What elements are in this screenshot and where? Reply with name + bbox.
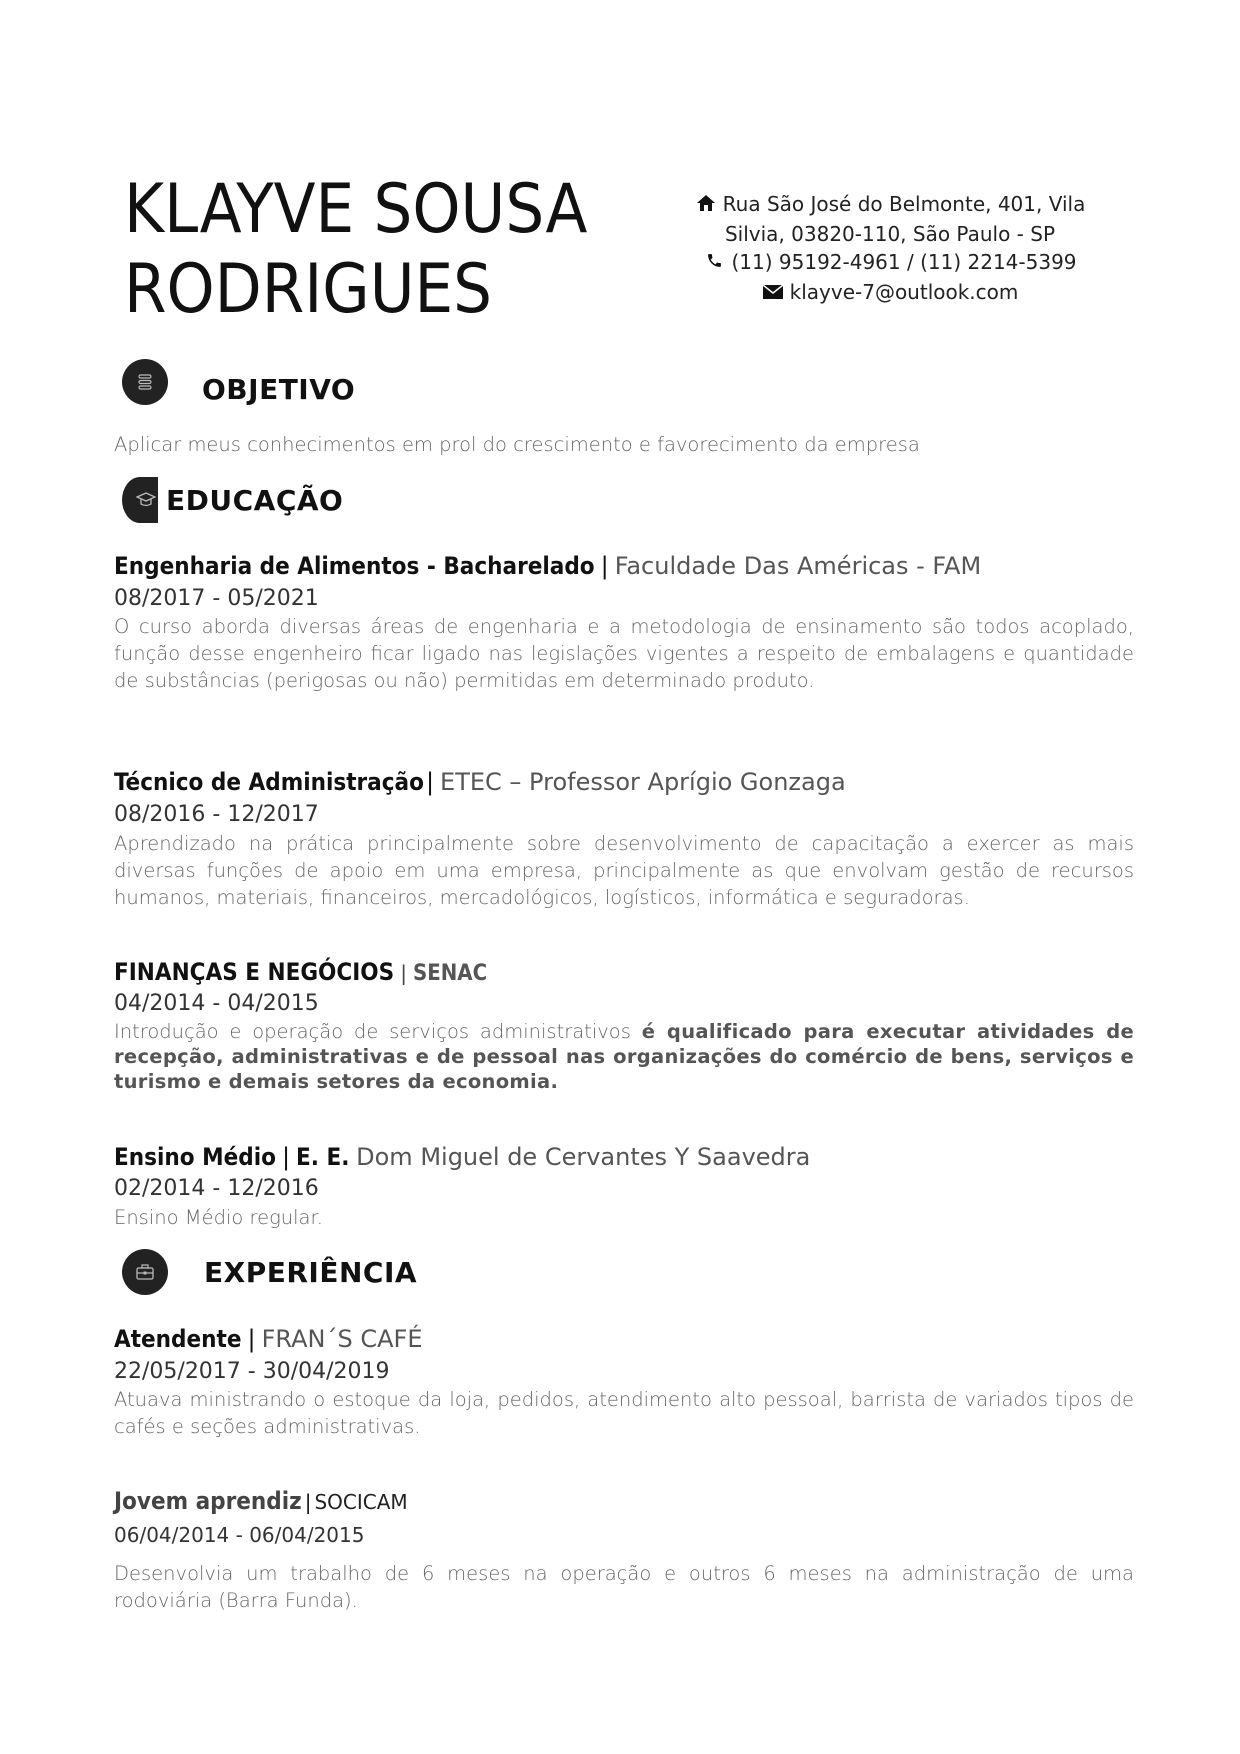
list-icon <box>122 359 168 405</box>
education-entry-title <box>114 956 487 990</box>
company: SOCICAM <box>314 1490 408 1514</box>
institution: SENAC <box>412 961 488 986</box>
address-line-2: Silvia, 03820-110, São Paulo - SP <box>724 222 1056 246</box>
education-dates: 04/2014 - 04/2015 <box>114 991 319 1016</box>
course-name: FINANÇAS E NEGÓCIOS <box>114 958 395 986</box>
education-description: O curso aborda diversas áreas de engenharia e a metodologia de ensinamento são todos acoplado, função desse engenheiro ficar ligado nas legislações vigentes a respeito de embalagens e quantidade de substâncias (perigosas ou não) permitidas em determinado produto. <box>114 615 1134 692</box>
course-name: Técnico de Administração <box>114 768 424 796</box>
description-light: Introdução e operação de serviços administrativos <box>114 1020 642 1043</box>
section-objetivo-header <box>122 359 355 405</box>
graduation-cap-icon <box>122 477 158 523</box>
institution: Faculdade Das Américas - FAM <box>614 552 982 580</box>
education-description: Ensino Médio regular. <box>114 1206 323 1229</box>
education-description: Aprendizado na prática principalmente sobre desenvolvimento de capacitação a exercer as mais diversas funções de apoio em uma empresa, principalmente as que envolvam gestão de recursos humanos, materiais, financeiros, mercadológicos, logísticos, informática e seguradoras. <box>114 832 1134 909</box>
candidate-name <box>124 170 587 330</box>
course-name: Ensino Médio <box>114 1143 276 1171</box>
section-title: EDUCAÇÃO <box>166 483 344 517</box>
institution-prefix: E. E. <box>296 1143 350 1171</box>
email <box>680 278 1100 308</box>
phone-icon <box>703 250 725 278</box>
education-entry-title <box>114 550 981 583</box>
separator: | <box>400 961 407 985</box>
experience-description: Desenvolvia um trabalho de 6 meses na operação e outros 6 meses na administração de uma rodoviária (Barra Funda). <box>114 1562 1134 1612</box>
institution: Dom Miguel de Cervantes Y Saavedra <box>356 1143 811 1171</box>
section-educacao-header <box>122 477 343 523</box>
separator: | <box>281 1143 291 1171</box>
home-icon <box>695 192 717 220</box>
education-entry-title <box>114 1141 810 1174</box>
separator: | <box>600 552 609 580</box>
education-dates: 08/2016 - 12/2017 <box>114 802 319 827</box>
section-title: EXPERIÊNCIA <box>204 1255 418 1289</box>
objetivo-text: Aplicar meus conhecimentos em prol do crescimento e favorecimento da empresa <box>114 433 920 456</box>
role: Atendente <box>114 1325 242 1353</box>
section-experiencia-header <box>122 1249 417 1295</box>
experience-description: Atuava ministrando o estoque da loja, pedidos, atendimento alto pessoal, barrista de variados tipos de cafés e seções administrativas. <box>114 1388 1134 1438</box>
education-dates: 08/2017 - 05/2021 <box>114 586 319 611</box>
experience-entry-title <box>114 1485 408 1518</box>
contact-block <box>680 190 1100 308</box>
experience-entry-title <box>114 1323 423 1356</box>
name-line-1: KLAYVE SOUSA <box>124 170 588 249</box>
separator: | <box>304 1490 312 1514</box>
course-name: Engenharia de Alimentos - Bacharelado <box>114 552 595 580</box>
institution: ETEC – Professor Aprígio Gonzaga <box>440 768 846 796</box>
description-bold: é qualificado para executar atividades de recepção, administrativas e de pessoal nas organizações do comércio de bens, serviços e turismo e demais setores da economia. <box>114 1020 1134 1093</box>
education-dates: 02/2014 - 12/2016 <box>114 1176 319 1201</box>
phone-numbers[interactable]: (11) 95192-4961 / (11) 2214-5399 <box>731 250 1077 274</box>
education-description <box>114 1019 1134 1094</box>
address-line-1: Rua São José do Belmonte, 401, Vila <box>722 192 1086 216</box>
separator: | <box>425 768 435 796</box>
phone <box>680 248 1100 278</box>
separator: | <box>247 1325 256 1353</box>
name-line-2: RODRIGUES <box>124 250 492 329</box>
envelope-icon <box>762 280 784 308</box>
education-entry-title <box>114 766 846 799</box>
company: FRAN´S CAFÉ <box>261 1325 423 1353</box>
role: Jovem aprendiz <box>114 1487 302 1515</box>
briefcase-icon <box>122 1249 168 1295</box>
experience-dates: 22/05/2017 - 30/04/2019 <box>114 1359 390 1384</box>
section-title: OBJETIVO <box>202 372 356 406</box>
email-address[interactable]: klayve-7@outlook.com <box>789 280 1019 304</box>
experience-dates: 06/04/2014 - 06/04/2015 <box>114 1523 365 1547</box>
address <box>680 190 1100 220</box>
